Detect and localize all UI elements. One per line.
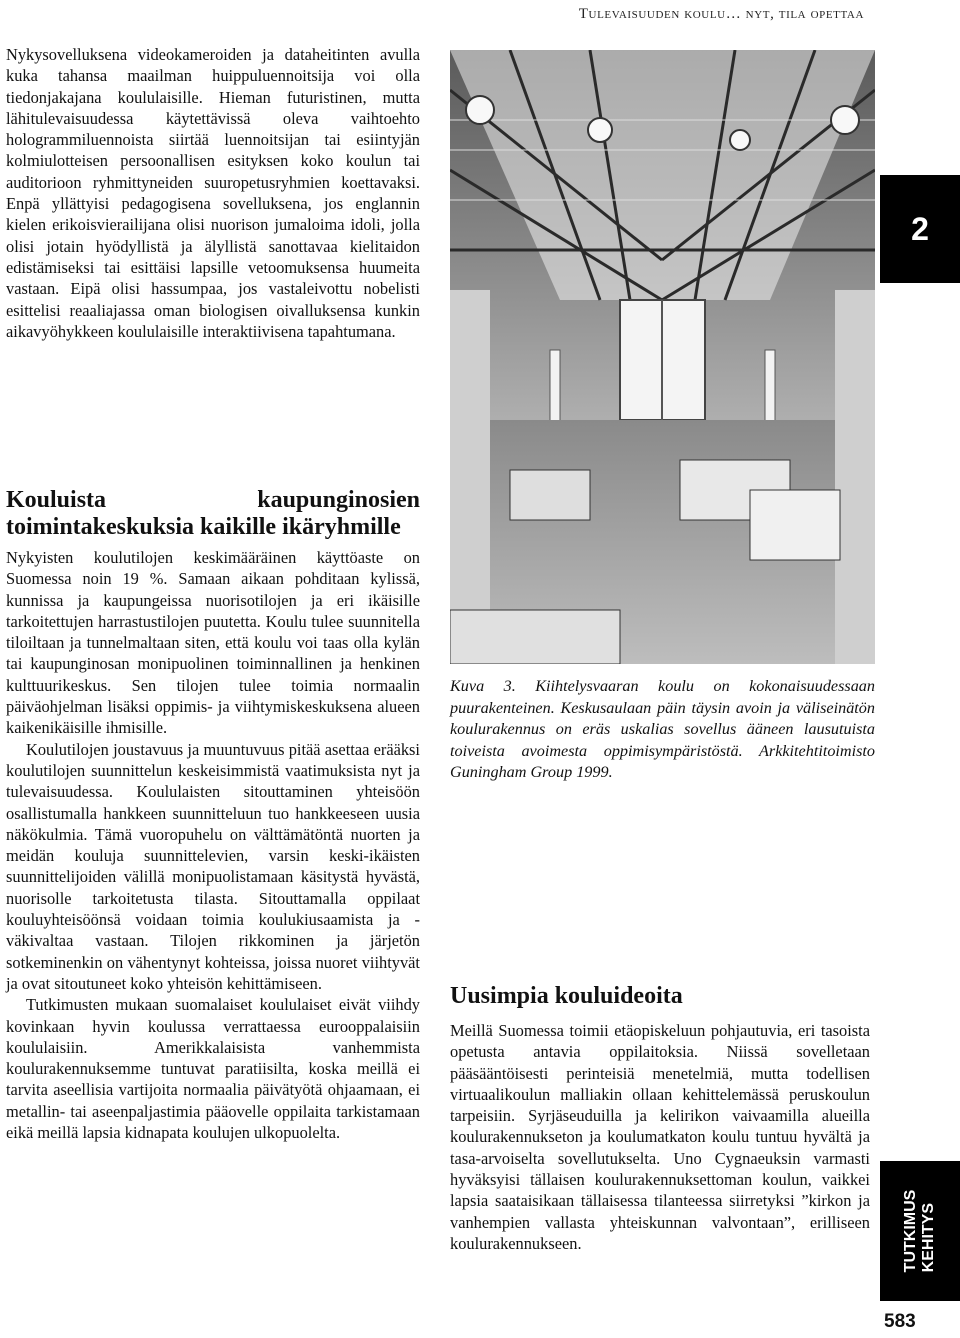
series-label-line: TUTKIMUS (902, 1189, 919, 1273)
series-label-line: KEHITYS (920, 1202, 937, 1273)
figure-caption: Kuva 3. Kiihtelysvaaran koulu on kokonaisuudessaan puurakenteinen. Keskusaulaan päin täysin avoin ja väliseinätön koulurakennus on eräs uskalias sovellus ääneen lausutuista toiveista avoimesta oppimisympäristöstä. Arkkitehtitoimisto Guningham Group 1999. (450, 677, 875, 781)
body-paragraph: Tutkimusten mukaan suomalaiset koululaiset eivät viihdy kovinkaan hyvin koulussa verrattaessa eurooppalaisiin koululaisiin. Amerikkalaisista vanhemmista koulurakennuksemme tuntuvat paratiisilta, koska meillä ei tarvita aseellisia vartijoita normaalia päivätyötä ohjaamaan, ei metallin- tai aseenpaljastimia pääovelle oppilaita tarkistamaan eikä meillä lapsia kidnapata koulujen ulkopuolelta. (6, 995, 420, 1143)
series-tab (880, 1161, 960, 1301)
body-paragraph: Nykyisten koulutilojen keskimääräinen käyttöaste on Suomessa noin 19 %. Samaan aikaan pohditaan kylissä, kunnissa ja kaupungeissa nuorisotilojen ja eri ikäisille tarkoitettujen harrastustilojen puutetta. Koulu tulee suunnitella tiloiltaan ja tunnelmaltaan siten, että koulu voi taas olla kylän tai kaupunginosan monipuolinen toiminnallinen ja henkinen kulttuurikeskus. Sen tilojen tulee toimia normaalin päiväohjelman lisäksi oppimis- ja viihtymiskeskuksena alueen kaikenikäisille ihmisille. (6, 548, 420, 738)
page-number: 583 (884, 1311, 916, 1332)
right-column-bottom (450, 982, 870, 1254)
series-label (902, 1190, 938, 1273)
section-heading: Kouluista kaupunginosien toimintakeskuksia kaikille ikäryhmille (6, 487, 420, 540)
chapter-tab: 2 (880, 175, 960, 283)
body-paragraph: Koulutilojen joustavuus ja muuntuvuus pitää asettaa erääksi koulutilojen suunnittelun keskeisimmistä vaatimuksista nyt ja tulevaisuudessa. Koululaisten sitouttaminen yhteisöön osallistumalla hankkeen suunnitteluun tuo hankkeeseen uusia näkökulmia. Tämä vuoropuhelu on välttämätöntä nuorten ja meidän kouluja suunnittelevien, varsin keski-ikäisten suunnittelijoiden välillä monipuolistamaan käsitystä hyvästä, nuorisolle tarkoitetusta tilasta. Sitouttamalla oppilaat kouluyhteisöönsä voidaan toimia koulukiusaamista ja -väkivaltaa vastaan. Tilojen rikkominen ja järjetön sotkeminenkin on vähentynyt kohteissa, joissa nuoret viihtyvät ja ovat sitoutuneet koko yhteisön kehittämiseen. (6, 739, 420, 993)
body-paragraph: Meillä Suomessa toimii etäopiskeluun pohjautuvia, eri tasoista opetusta antavia oppilaitoksia. Niissä sovelletaan pääsääntöisesti perinteisiä menetelmiä, mutta todellisen virtuaalikoulun malliakin ollaan kehittelemässä peruskoulun tarpeisiin. Syrjäseuduilla ja kelirikon vaivaamilla alueilla koulurakennukseton ja koulumatkaton koulu tuntuu hyvältä ja tasa-arvoiselta sovellutukselta. Uno Cygnaeuksin varmasti hyväksyisi tällaisen koulurakennuksettoman koulun, vaikkei lapsia saataisikaan tällaisessa tilanteessa siirretyksi ”kirkon ja vanhempien vallasta yhteiskunnan valvontaan”, erilliseen koulurakennukseen. (450, 1021, 870, 1253)
left-column-top (6, 44, 420, 342)
section-heading: Uusimpia kouluideoita (450, 983, 683, 1009)
body-paragraph: Nykysovelluksena videokameroiden ja dataheitinten avulla kuka tahansa maailman huippuluennoitsija voi olla tiedonjakajana koululaisille. Hieman futuristinen, mutta lähitulevaisuudessa käytettävissä oleva vaihtoehto hologrammiluennoista siirtää luennoitsijan tai esiintyjän kolmiulotteisen persoonallisen esityksen koko koulun tai auditorioon ryhmittyneiden suuropetusryhmien koettavaksi. Enpä yllättyisi pedagogisena sovelluksena, jos englannin kielen erikoisvierailijana olisi nuorison jumaloima idoli, jolla olisi jotain hyödyllistä ja älyllistä sanottavaa kielitaidon edistämiseksi tai esittäisi lapsille vetoomuksensa huumeita vastaan. Eipä olisi hassumpaa, jos vastaleivottu nobelisti esittelisi reaaliajassa oman biologisen oivalluksensa kunkin aikavyöhykkeen koululaisille interaktiivisena tapahtumana. (6, 45, 420, 341)
left-column-bottom (6, 487, 420, 1143)
running-head: Tulevaisuuden koulu… nyt, tila opettaa (578, 6, 864, 22)
school-interior-photo (450, 50, 875, 664)
